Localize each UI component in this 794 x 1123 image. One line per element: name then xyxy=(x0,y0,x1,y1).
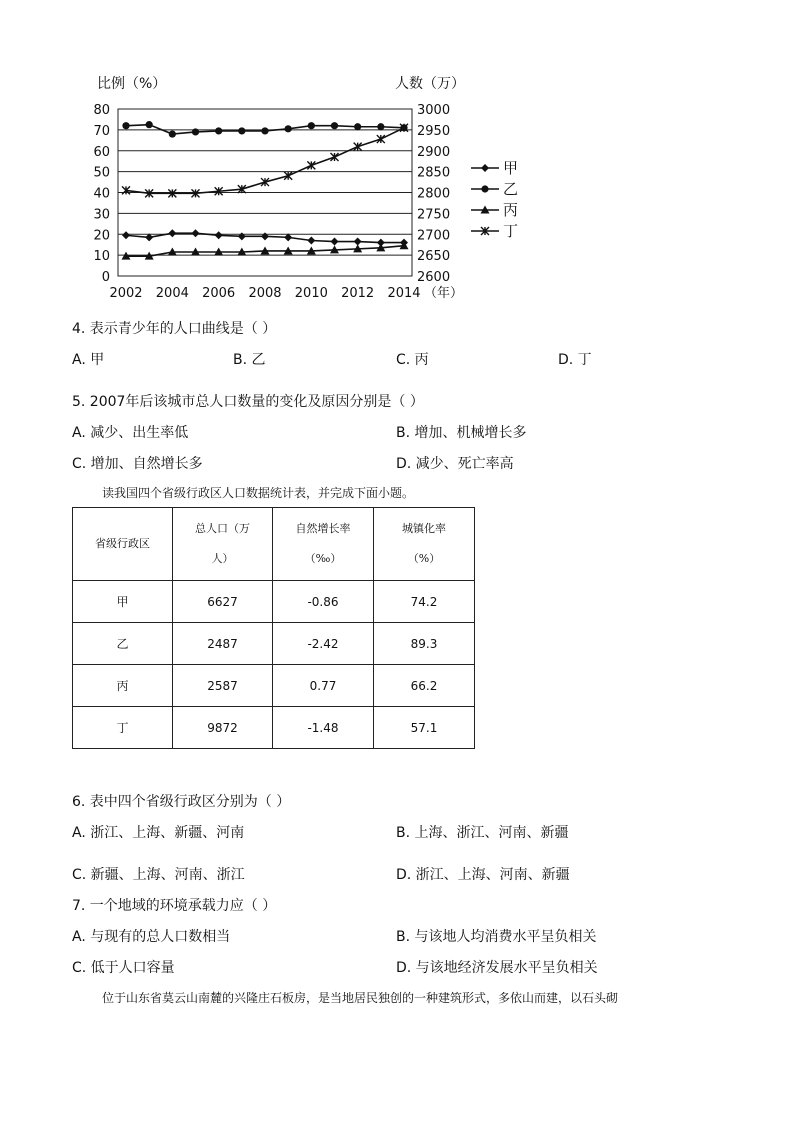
series-4-point xyxy=(307,161,315,169)
y-right-tick-label: 2850 xyxy=(417,165,451,181)
y-left-tick-label: 30 xyxy=(93,207,110,223)
population-stats-table xyxy=(72,507,475,749)
y-left-axis-label: 比例（%） xyxy=(97,76,167,92)
x-tick-label: 2010 xyxy=(294,286,328,301)
header-total-population: 总人口（万 人） xyxy=(173,508,273,581)
urbanization-rate: 74.2 xyxy=(374,581,475,623)
y-right-axis-label: 人数（万） xyxy=(395,76,465,92)
series-1-point xyxy=(192,229,200,237)
table-intro-text: 读我国四个省级行政区人口数据统计表，并完成下面小题。 xyxy=(102,486,415,500)
total-population: 2587 xyxy=(173,665,273,707)
series-2-point xyxy=(192,128,199,135)
urbanization-rate: 57.1 xyxy=(374,707,475,749)
question-5-option-a[interactable]: A. 减少、出生率低 xyxy=(72,425,189,441)
total-population: 6627 xyxy=(173,581,273,623)
legend-label: 甲 xyxy=(503,159,519,177)
x-tick-label: 2012 xyxy=(341,286,375,301)
header-province: 省级行政区 xyxy=(73,508,173,581)
y-right-tick-label: 2950 xyxy=(417,123,451,139)
question-7-option-a[interactable]: A. 与现有的总人口数相当 xyxy=(72,929,231,945)
series-1-point xyxy=(122,231,130,239)
y-left-tick-label: 10 xyxy=(93,249,110,265)
question-4-option-a[interactable]: A. 甲 xyxy=(72,352,105,368)
x-tick-label: 2014 xyxy=(387,286,421,301)
series-2-point xyxy=(285,125,292,132)
series-1-point xyxy=(331,238,339,246)
natural-growth-rate: -0.86 xyxy=(273,581,374,623)
legend-marker xyxy=(481,164,489,172)
series-1-point xyxy=(215,231,223,239)
question-6-option-d[interactable]: D. 浙江、上海、河南、新疆 xyxy=(396,867,570,883)
series-2-point xyxy=(354,123,361,130)
y-right-tick-label: 2700 xyxy=(417,228,451,244)
table-header-row xyxy=(73,508,475,581)
series-2-point xyxy=(238,127,245,134)
header-urbanization: 城镇化率 （%） xyxy=(374,508,475,581)
x-tick-label: 2004 xyxy=(155,286,189,301)
y-left-tick-label: 40 xyxy=(93,186,110,202)
series-1-point xyxy=(307,237,315,245)
total-population: 9872 xyxy=(173,707,273,749)
series-1-point xyxy=(354,238,362,246)
y-right-tick-label: 2800 xyxy=(417,186,451,202)
y-left-tick-label: 50 xyxy=(93,165,110,181)
series-2-point xyxy=(331,122,338,129)
series-2-point xyxy=(215,127,222,134)
legend-label: 乙 xyxy=(503,180,519,198)
y-right-tick-label: 2650 xyxy=(417,249,451,265)
province-name: 丙 xyxy=(73,665,173,707)
question-4-option-d[interactable]: D. 丁 xyxy=(558,352,592,368)
population-line-chart xyxy=(0,0,794,310)
series-1-point xyxy=(168,229,176,237)
question-6-option-c[interactable]: C. 新疆、上海、河南、浙江 xyxy=(72,867,245,883)
question-5-option-d[interactable]: D. 减少、死亡率高 xyxy=(396,456,514,472)
question-7-option-c[interactable]: C. 低于人口容量 xyxy=(72,960,175,976)
series-2-point xyxy=(261,127,268,134)
province-name: 乙 xyxy=(73,623,173,665)
y-left-tick-label: 20 xyxy=(93,228,110,244)
natural-growth-rate: -2.42 xyxy=(273,623,374,665)
series-2-point xyxy=(169,130,176,137)
urbanization-rate: 89.3 xyxy=(374,623,475,665)
series-4-point xyxy=(331,153,339,161)
series-2-point xyxy=(308,122,315,129)
y-right-tick-label: 2600 xyxy=(417,270,451,285)
table-row xyxy=(73,665,475,707)
question-5-option-c[interactable]: C. 增加、自然增长多 xyxy=(72,456,203,472)
question-5-option-b[interactable]: B. 增加、机械增长多 xyxy=(396,425,527,441)
province-name: 甲 xyxy=(73,581,173,623)
y-left-tick-label: 0 xyxy=(101,270,110,285)
question-4-stem: 4. 表示青少年的人口曲线是（ ） xyxy=(72,321,277,337)
question-7-option-d[interactable]: D. 与该地经济发展水平呈负相关 xyxy=(396,960,598,976)
series-2-point xyxy=(377,123,384,130)
total-population: 2487 xyxy=(173,623,273,665)
y-right-tick-label: 3000 xyxy=(417,103,451,118)
legend-label: 丁 xyxy=(503,222,519,240)
y-right-tick-label: 2750 xyxy=(417,207,451,223)
question-7-option-b[interactable]: B. 与该地人均消费水平呈负相关 xyxy=(396,929,597,945)
series-1-point xyxy=(238,232,246,240)
trailing-paragraph: 位于山东省莫云山南麓的兴隆庄石板房，是当地居民独创的一种建筑形式，多依山而建，以石头砌 xyxy=(102,991,619,1005)
series-4-point xyxy=(354,143,362,151)
natural-growth-rate: 0.77 xyxy=(273,665,374,707)
header-natural-growth: 自然增长率 （‰） xyxy=(273,508,374,581)
series-2-point xyxy=(122,122,129,129)
table-row xyxy=(73,623,475,665)
y-right-tick-label: 2900 xyxy=(417,144,451,160)
x-axis-label: （年） xyxy=(424,286,464,301)
x-tick-label: 2006 xyxy=(202,286,236,301)
natural-growth-rate: -1.48 xyxy=(273,707,374,749)
province-name: 丁 xyxy=(73,707,173,749)
question-5-stem: 5. 2007年后该城市总人口数量的变化及原因分别是（ ） xyxy=(72,394,424,410)
y-left-tick-label: 80 xyxy=(93,103,110,118)
table-row xyxy=(73,581,475,623)
question-7-stem: 7. 一个地域的环境承载力应（ ） xyxy=(72,898,277,914)
table-row xyxy=(73,707,475,749)
question-4-option-b[interactable]: B. 乙 xyxy=(233,352,266,368)
legend-label: 丙 xyxy=(503,201,519,219)
x-tick-label: 2002 xyxy=(109,286,143,301)
y-left-tick-label: 60 xyxy=(93,144,110,160)
y-left-tick-label: 70 xyxy=(93,123,110,139)
question-6-option-b[interactable]: B. 上海、浙江、河南、新疆 xyxy=(396,825,569,841)
urbanization-rate: 66.2 xyxy=(374,665,475,707)
series-2-point xyxy=(146,121,153,128)
series-4-point xyxy=(377,135,385,143)
legend-marker xyxy=(481,185,488,192)
question-4-option-c[interactable]: C. 丙 xyxy=(396,352,429,368)
question-6-option-a[interactable]: A. 浙江、上海、新疆、河南 xyxy=(72,825,245,841)
series-1-point xyxy=(261,232,269,240)
question-6-stem: 6. 表中四个省级行政区分别为（ ） xyxy=(72,794,291,810)
x-tick-label: 2008 xyxy=(248,286,282,301)
